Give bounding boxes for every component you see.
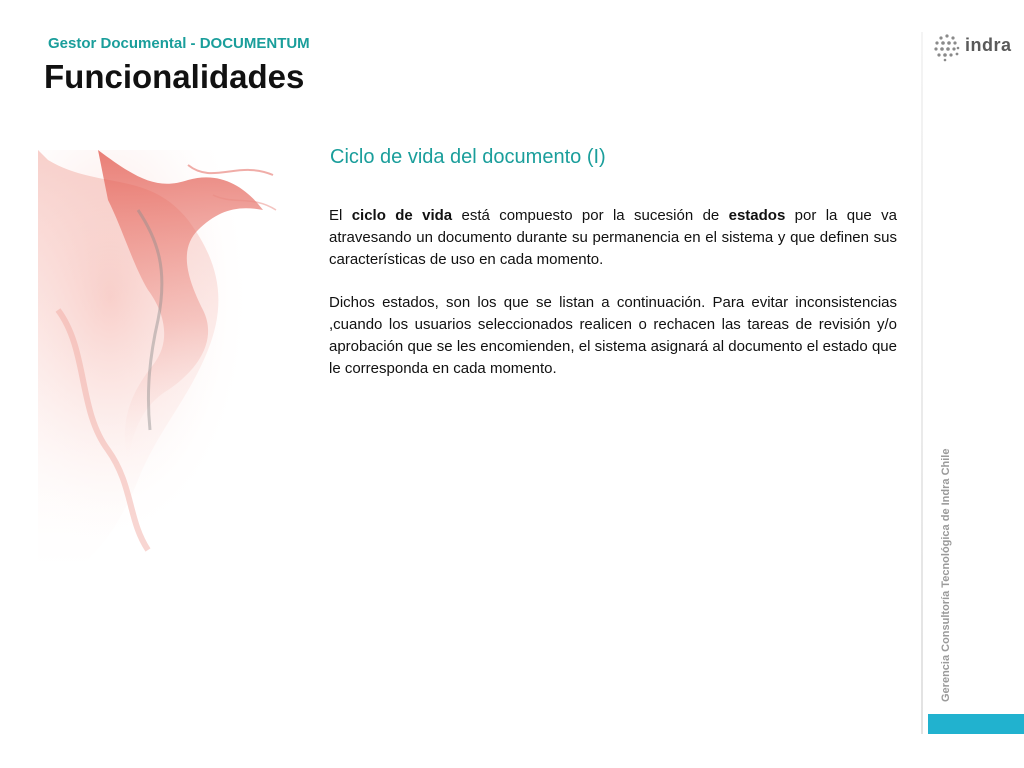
term-estados: estados (728, 207, 786, 224)
paragraph-intro-part-1: El (329, 207, 352, 224)
indra-logo-text: indra (965, 35, 1012, 55)
section-heading: Ciclo de vida del documento (I) (330, 146, 606, 168)
sidebar-divider (921, 32, 923, 734)
paragraph-states: Dichos estados, son los que se listan a continuación. Para evitar inconsistencias ,cuando los usuarios seleccionados realicen o rechacen las tareas de revisión y/o aprobación que se les encomienden, el sistema asignará al documento el estado que le corresponda en cada momento. (329, 294, 897, 377)
term-ciclo-de-vida: ciclo de vida (351, 207, 453, 224)
paragraph-intro-part-3: por la que va atravesando un documento durante su permanencia en el sistema y que definen sus características de uso en cada momento. (329, 207, 897, 268)
indra-logo-icon (932, 32, 962, 62)
paragraph-intro (329, 205, 897, 271)
paragraph-intro-part-2: está compuesto por la sucesión de (452, 207, 729, 224)
body-text (329, 205, 897, 401)
page-title: Funcionalidades (44, 58, 305, 95)
company-vertical-label: Gerencia Consultoría Tecnológica de Indra Chile (940, 448, 952, 702)
footer-accent-bar (928, 714, 1024, 734)
presentation-subtitle: Gestor Documental - DOCUMENTUM (48, 35, 310, 52)
decorative-smoke-image (38, 150, 278, 570)
